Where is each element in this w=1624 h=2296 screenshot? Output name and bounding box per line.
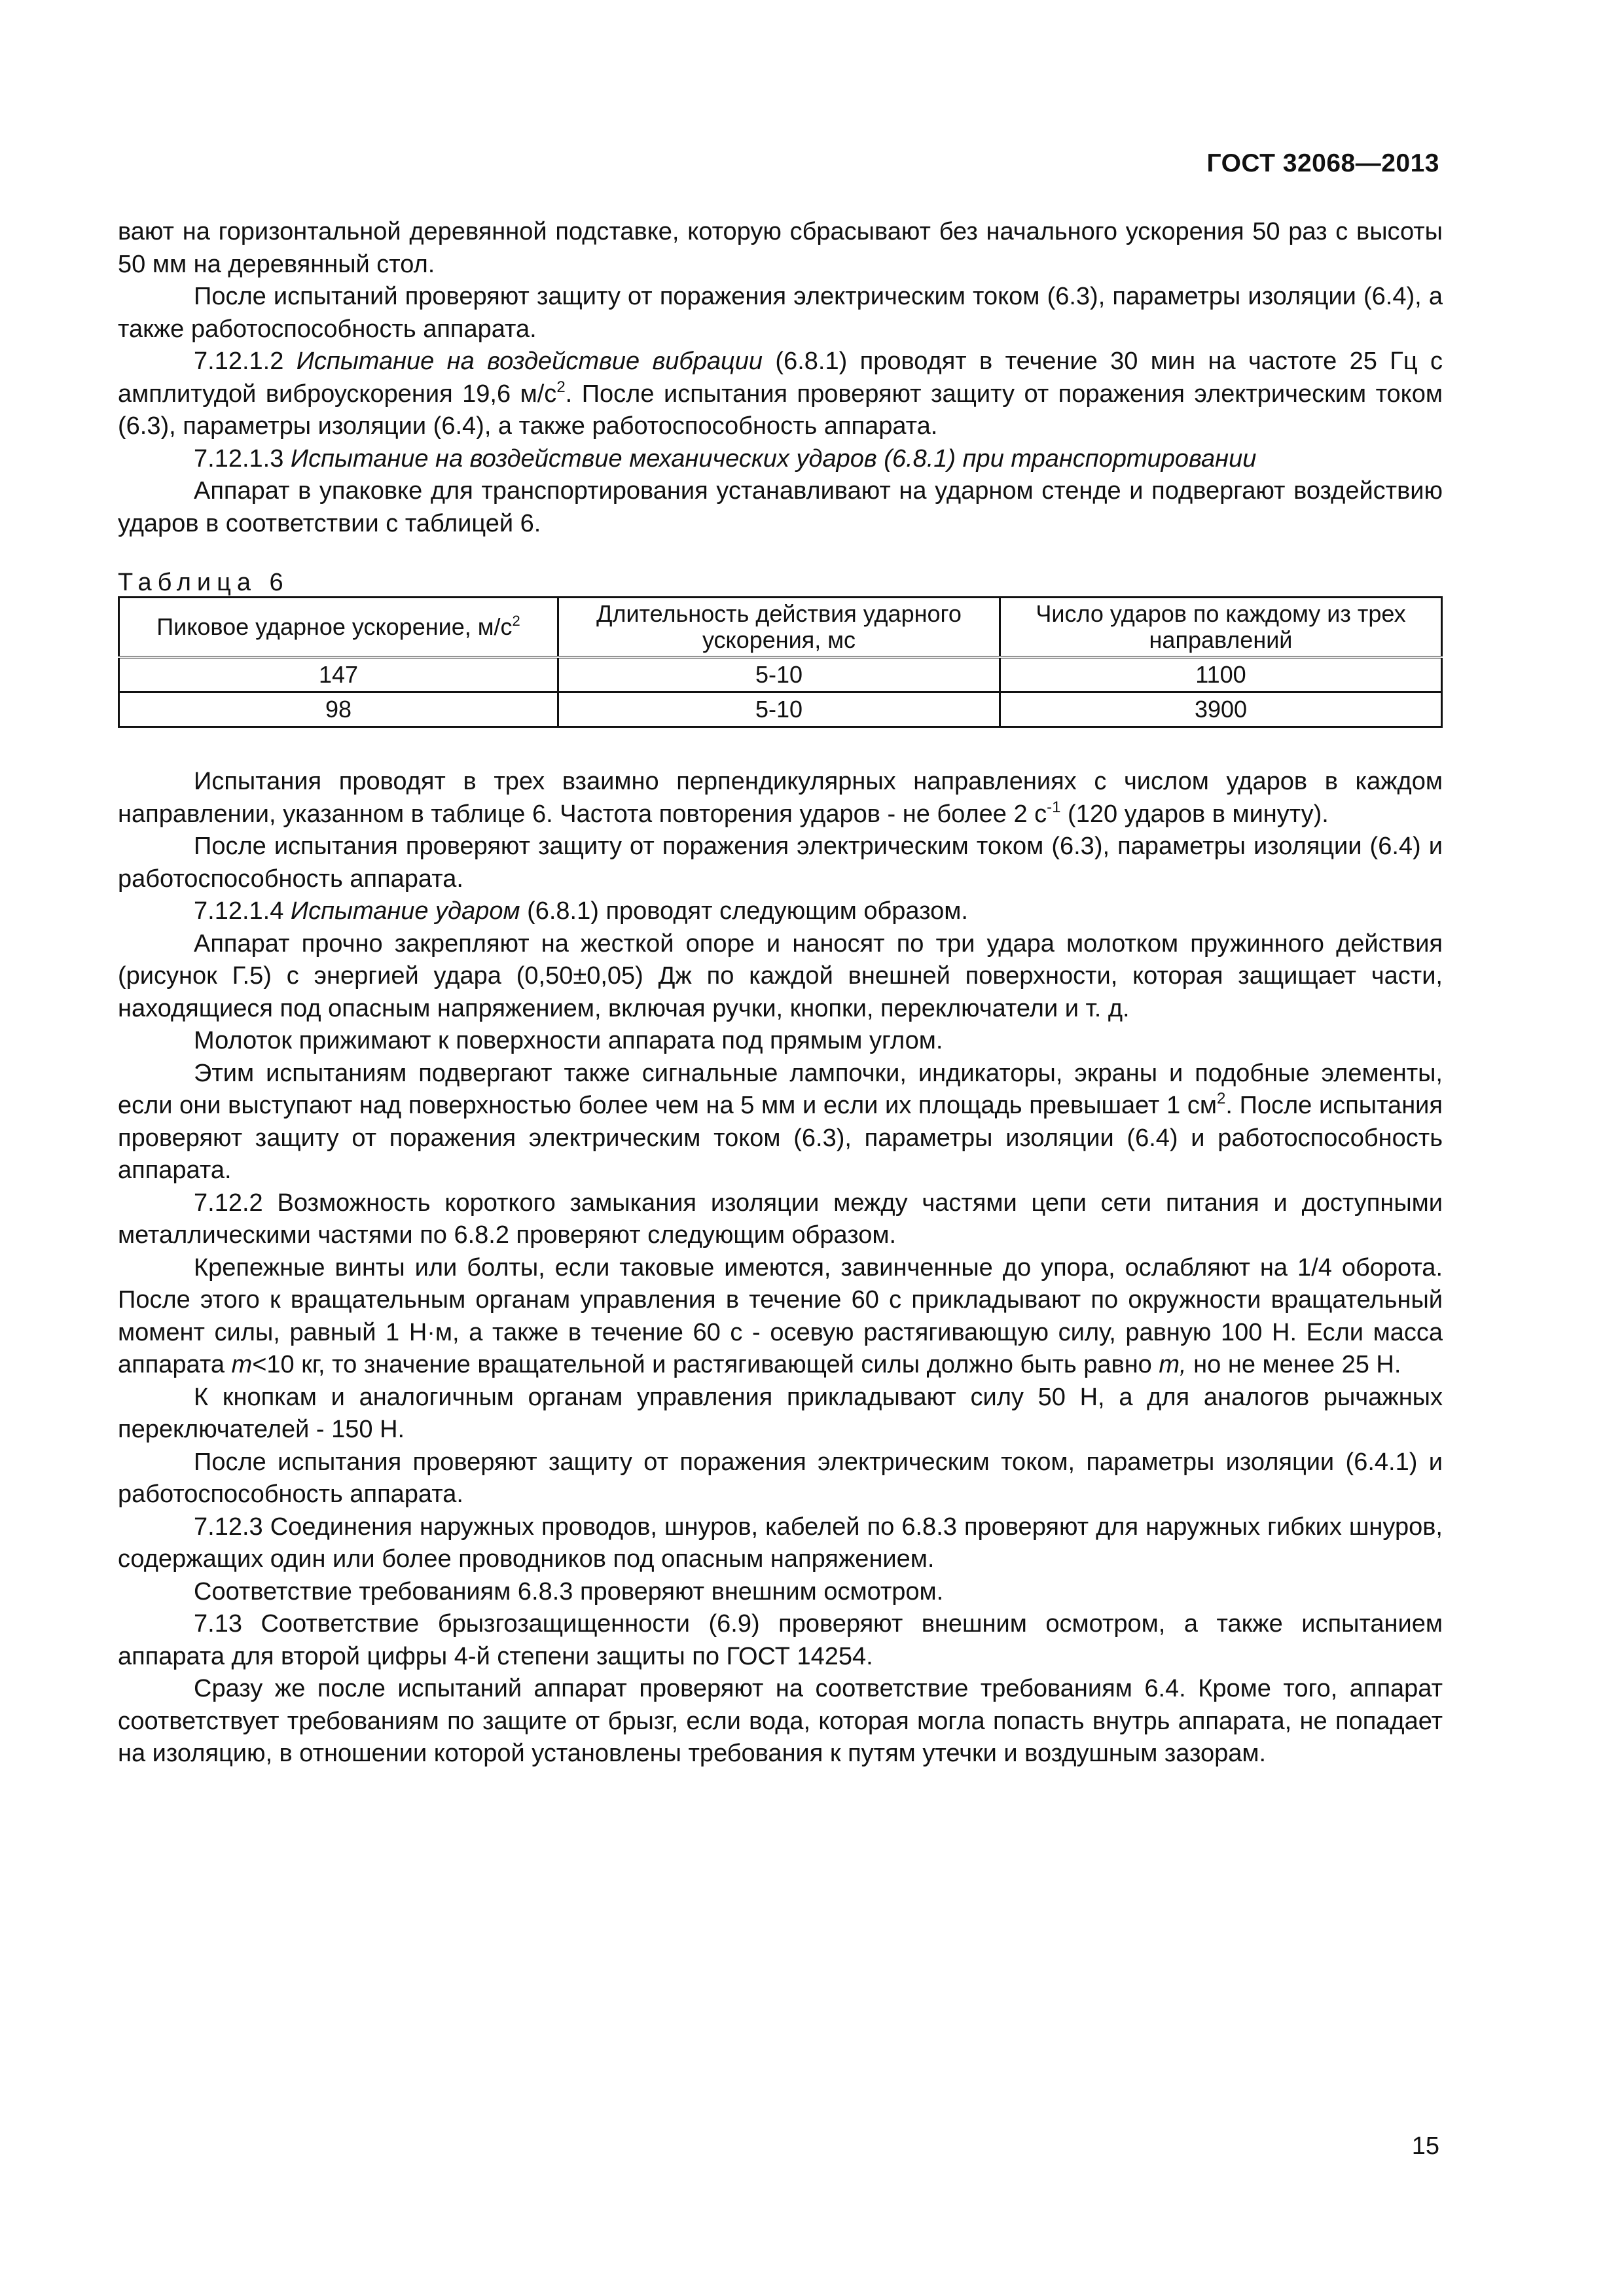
paragraph-after-tests: После испытаний проверяют защиту от поражения электрическим током (6.3), параметры изоляции (6.4), а также работоспособность аппарата. [118, 283, 1443, 343]
paragraph-button-force: К кнопкам и аналогичным органам управления прикладывают силу 50 Н, а для аналогов рычажных переключателей - 150 Н. [118, 1383, 1443, 1443]
table-cell: 5-10 [558, 692, 1000, 727]
mass-symbol: m [231, 1351, 253, 1378]
paragraph-test-directions: Испытания проводят в трех взаимно перпендикулярных направлениях с числом ударов в каждом направлении, указанном в таблице 6. Частота повторения ударов - не более 2 $с^{-1}$ (120 ударов в минуту). [118, 768, 1443, 828]
paragraph-splash-result: Сразу же после испытаний аппарат проверяют на соответствие требованиям 6.4. Кроме того, аппарат соответствует требованиям по защите от брызг, если вода, которая могла попасть внутрь аппарата, не попадает на изоляцию, в отношении которой установлены требования к путям утечки и воздушным зазорам. [118, 1675, 1443, 1767]
paragraph-shock-stand: Аппарат в упаковке для транспортирования устанавливают на ударном стенде и подвергают воздействию ударов в соответствии с таблицей 6. [118, 477, 1443, 537]
table-cell: 1100 [1000, 657, 1441, 692]
paragraph-cords: 7.12.3 Соединения наружных проводов, шнуров, кабелей по 6.8.3 проверяют для наружных гибких шнуров, содержащих один или более проводников под опасным напряжением. [118, 1513, 1443, 1573]
paragraph-hammer-angle: Молоток прижимают к поверхности аппарата под прямым углом. [194, 1027, 943, 1054]
document-header-id: ГОСТ 32068—2013 [1206, 149, 1439, 177]
table-row [119, 657, 1442, 692]
clause-text: . После испытания проверяют защиту от поражения электрическим током (6.3), параметры изоляции (6.4), а также работоспособность аппарата. [118, 380, 1443, 440]
superscript: -1 [1047, 798, 1061, 816]
shock-parameters-table [118, 596, 1443, 728]
table-cell: 147 [119, 657, 558, 692]
table-row [119, 692, 1442, 727]
paragraph-indicators: Этим испытаниям подвергают также сигнальные лампочки, индикаторы, экраны и подобные элементы, если они выступают над поверхностью более чем на 5 мм и если их площадь превышает 1 $см^2$. После испытания проверяют защиту от поражения электрическим током (6.3), параметры изоляции (6.4) и работоспособность аппарата. [118, 1059, 1443, 1184]
paragraph-torque: Крепежные винты или болты, если таковые имеются, завинченные до упора, ослабляют на 1/4 оборота. После этого к вращательным органам управления в течение 60 с прикладывают по окружности вращательный момент силы, равный 1 Н·м, а также в течение 60 с - осевую растягивающую силу, равную 100 Н. Если масса аппарата m<10 кг, то значение вращательной и растягивающей силы должно быть равно m, но не менее 25 Н. [118, 1253, 1443, 1378]
table-caption: Таблица 6 [118, 569, 289, 596]
paragraph-after-force: После испытания проверяют защиту от поражения электрическим током, параметры изоляции (6.4.1) и работоспособность аппарата. [118, 1448, 1443, 1508]
superscript: 2 [1217, 1090, 1226, 1107]
paragraph-after-shock: После испытания проверяют защиту от поражения электрическим током (6.3), параметры изоляции (6.4) и работоспособность аппарата. [118, 833, 1443, 893]
table-cell: 5-10 [558, 657, 1000, 692]
paragraph-visual-inspection: Соответствие требованиям 6.8.3 проверяют внешним осмотром. [194, 1577, 944, 1605]
page-number: 15 [1411, 2132, 1439, 2160]
table-cell: 98 [119, 692, 558, 727]
clause-title: Испытание ударом [290, 897, 520, 925]
paragraph-impact-test: 7.12.1.4 Испытание ударом (6.8.1) проводят следующим образом. [194, 897, 968, 925]
superscript: 2 [512, 613, 520, 629]
table-header-cell: Пиковое ударное ускорение, $м/с^2$ [119, 598, 558, 658]
clause-text: (6.8.1) проводят в течение 30 мин на частоте 25 Гц с амплитудой виброускорения 19,6 м/с [118, 348, 1443, 408]
clause-title: Испытание на воздействие вибрации [296, 348, 763, 375]
document-body [118, 216, 1443, 1770]
paragraph-splash-protection: 7.13 Соответствие брызгозащищенности (6.9) проверяют внешним осмотром, а также испытанием аппарата для второй цифры 4-й степени защиты по ГОСТ 14254. [118, 1610, 1443, 1670]
paragraph-vibration-test [118, 346, 1443, 443]
clause-number: 7.12.1.4 [194, 897, 291, 925]
table-header-row [119, 598, 1442, 658]
paragraph-short-circuit: 7.12.2 Возможность короткого замыкания изоляции между частями цепи сети питания и доступными металлическими частями по 6.8.2 проверяют следующим образом. [118, 1189, 1443, 1249]
clause-number: 7.12.1.3 [194, 444, 291, 473]
superscript: 2 [556, 378, 566, 396]
clause-number: 7.12.1.2 [194, 348, 297, 375]
clause-title: Испытание на воздействие механических ударов (6.8.1) при транспортировании [290, 444, 1257, 473]
mass-symbol: m, [1159, 1351, 1187, 1378]
paragraph-continuation: вают на горизонтальной деревянной подставке, которую сбрасывают без начального ускорения 50 раз с высоты 50 мм на деревянный стол. [118, 218, 1443, 278]
table-header-cell: Длительность действия ударного ускорения, мс [558, 598, 1000, 658]
paragraph-shock-test-title [118, 443, 1443, 476]
table-header-cell: Число ударов по каждому из трех направлений [1000, 598, 1441, 658]
paragraph-hammer-procedure: Аппарат прочно закрепляют на жесткой опоре и наносят по три удара молотком пружинного действия (рисунок Г.5) с энергией удара (0,50±0,05) Дж по каждой внешней поверхности, которая защищает части, находящиеся под опасным напряжением, включая ручки, кнопки, переключатели и т. д. [118, 929, 1443, 1022]
table-cell: 3900 [1000, 692, 1441, 727]
